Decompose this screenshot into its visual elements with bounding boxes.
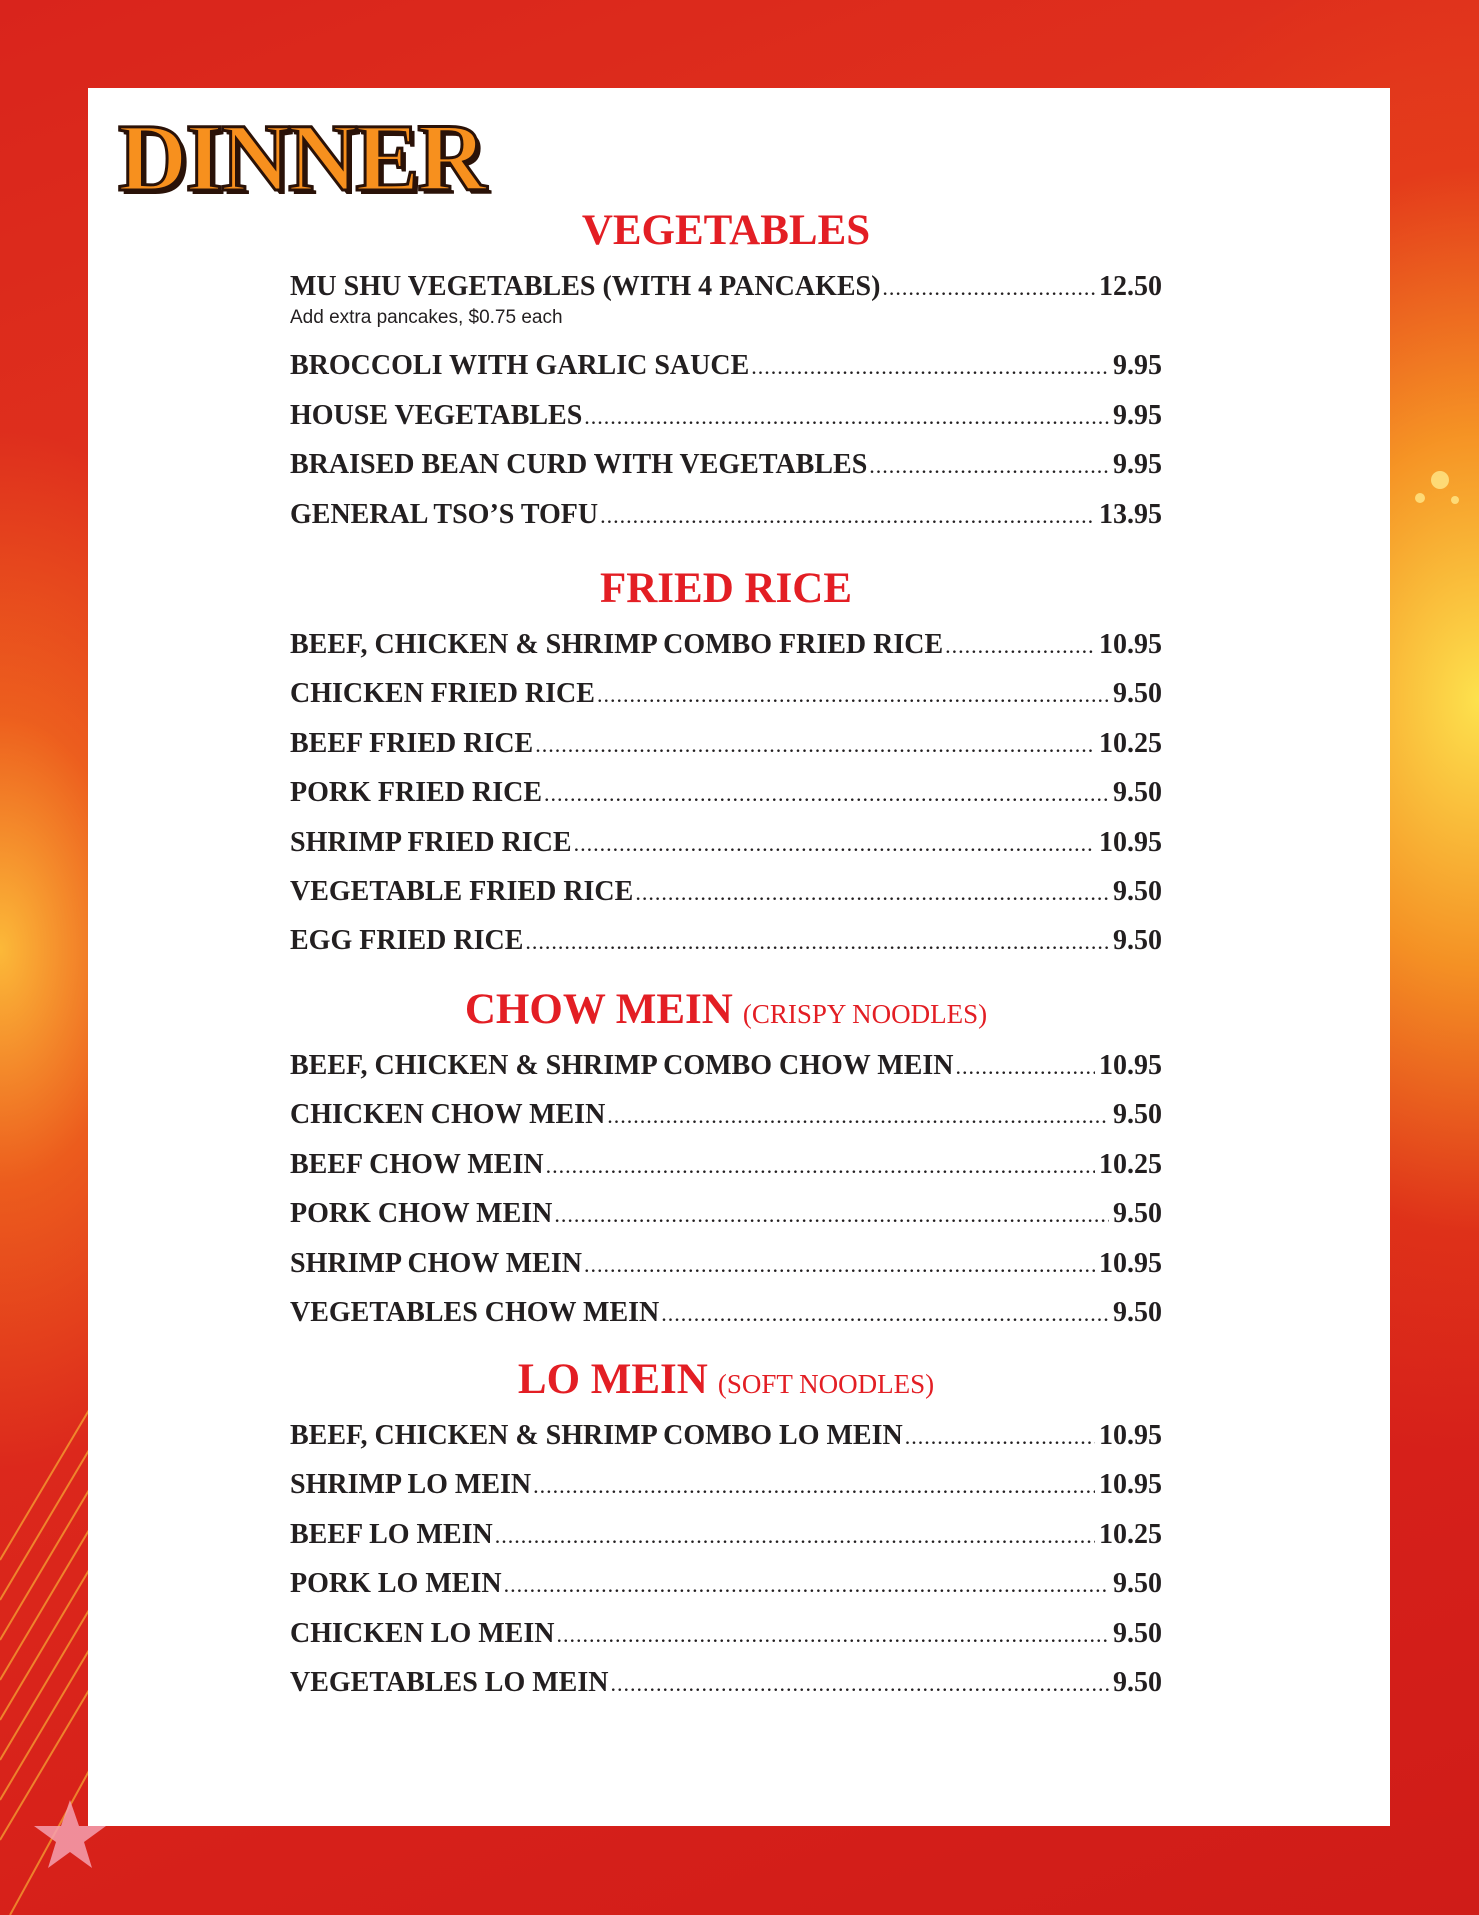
- dot-leader: [945, 621, 1095, 670]
- menu-item-name: BRAISED BEAN CURD WITH VEGETABLES: [290, 449, 868, 481]
- dot-leader: [607, 1091, 1109, 1140]
- menu-item: [290, 341, 1162, 390]
- section-heading: [290, 203, 1162, 259]
- dot-leader: [635, 868, 1109, 917]
- dot-leader: [882, 263, 1095, 312]
- menu-item-price: 9.50: [1113, 777, 1162, 809]
- menu-item: [290, 1189, 1162, 1238]
- dot-leader: [584, 392, 1109, 441]
- menu-item-price: 10.95: [1099, 1050, 1162, 1081]
- menu-item-name: BEEF, CHICKEN & SHRIMP COMBO FRIED RICE: [290, 629, 944, 660]
- menu-item-name: HOUSE VEGETABLES: [290, 399, 583, 431]
- menu-item-name: PORK LO MEIN: [290, 1568, 502, 1600]
- dot-leader: [597, 670, 1109, 719]
- menu-item-price: 12.50: [1099, 271, 1162, 302]
- menu-item: [290, 490, 1162, 539]
- section-heading: [290, 561, 1162, 617]
- menu-item-name: BEEF CHOW MEIN: [290, 1148, 544, 1180]
- menu-section: [290, 561, 1162, 966]
- menu-item-price: 9.50: [1113, 678, 1162, 710]
- menu-item-price: 9.50: [1113, 1198, 1162, 1230]
- dot-leader: [504, 1560, 1109, 1609]
- section-heading-text: FRIED RICE: [599, 565, 853, 612]
- menu-item-price: 13.95: [1099, 498, 1162, 530]
- dot-leader: [574, 819, 1095, 868]
- menu-item-price: 9.50: [1113, 1099, 1162, 1131]
- menu-item-name: BEEF, CHICKEN & SHRIMP COMBO CHOW MEIN: [290, 1050, 954, 1081]
- dot-leader: [556, 1610, 1109, 1659]
- menu-item-name: CHICKEN LO MEIN: [290, 1617, 555, 1649]
- section-subheading: (CRISPY NOODLES): [742, 999, 988, 1029]
- menu-item: [290, 1288, 1162, 1337]
- menu-item: [290, 1559, 1162, 1608]
- menu-item: [290, 1239, 1162, 1288]
- menu-item: [290, 768, 1162, 817]
- section-subheading: (SOFT NOODLES): [717, 1369, 935, 1399]
- menu-item-name: BEEF, CHICKEN & SHRIMP COMBO LO MEIN: [290, 1420, 903, 1451]
- dot-leader: [554, 1190, 1109, 1239]
- dot-leader: [533, 1461, 1095, 1510]
- dot-leader: [525, 917, 1109, 966]
- menu-item-name: EGG FRIED RICE: [290, 925, 524, 957]
- menu-item-price: 10.95: [1099, 826, 1162, 858]
- menu-section: [290, 1352, 1162, 1707]
- menu-item-name: MU SHU VEGETABLES (WITH 4 PANCAKES): [290, 271, 881, 302]
- menu-item-note: Add extra pancakes, $0.75 each: [290, 307, 563, 329]
- menu-item: [290, 440, 1162, 489]
- menu-item-name: CHICKEN CHOW MEIN: [290, 1099, 606, 1131]
- menu-item-price: 10.95: [1099, 1247, 1162, 1279]
- menu-item-name: SHRIMP CHOW MEIN: [290, 1247, 582, 1279]
- menu-item: [290, 1041, 1162, 1090]
- menu-item-name: GENERAL TSO’S TOFU: [290, 498, 599, 530]
- dot-leader: [869, 441, 1109, 490]
- menu-item: [290, 391, 1162, 440]
- menu-item-price: 9.50: [1113, 1666, 1162, 1698]
- dot-leader: [544, 769, 1109, 818]
- menu-item-price: 9.95: [1113, 399, 1162, 431]
- menu-item: [290, 620, 1162, 669]
- menu-item-price: 10.25: [1099, 1148, 1162, 1180]
- menu-item-price: 10.25: [1099, 727, 1162, 759]
- dot-leader: [751, 342, 1109, 391]
- section-heading-text: CHOW MEIN: [464, 986, 733, 1033]
- menu-item-price: 9.50: [1113, 925, 1162, 957]
- menu-item: [290, 669, 1162, 718]
- menu-item: [290, 1090, 1162, 1139]
- page-title: DINNER: [118, 104, 485, 211]
- menu-item-price: 10.95: [1099, 1469, 1162, 1501]
- menu-item-name: PORK CHOW MEIN: [290, 1198, 553, 1230]
- menu-item-price: 10.95: [1099, 629, 1162, 660]
- menu-item-price: 9.95: [1113, 350, 1162, 382]
- menu-item: [290, 719, 1162, 768]
- menu-item-name: BEEF LO MEIN: [290, 1518, 493, 1550]
- dot-leader: [956, 1042, 1095, 1091]
- menu-item-name: VEGETABLES CHOW MEIN: [290, 1296, 660, 1328]
- menu-item-name: SHRIMP LO MEIN: [290, 1469, 532, 1501]
- menu-item: [290, 916, 1162, 965]
- menu-item: [290, 1140, 1162, 1189]
- section-heading-text: VEGETABLES: [581, 207, 871, 254]
- menu-item: [290, 1460, 1162, 1509]
- menu-item-name: VEGETABLES LO MEIN: [290, 1666, 609, 1698]
- menu-item-price: 9.50: [1113, 1617, 1162, 1649]
- section-heading-text: LO MEIN: [517, 1356, 708, 1403]
- dot-leader: [905, 1412, 1095, 1461]
- menu-item-name: PORK FRIED RICE: [290, 777, 543, 809]
- menu-item-name: BROCCOLI WITH GARLIC SAUCE: [290, 350, 750, 382]
- menu-item-price: 10.95: [1099, 1420, 1162, 1451]
- menu-item: [290, 1411, 1162, 1460]
- menu-item: [290, 818, 1162, 867]
- dot-leader: [584, 1240, 1095, 1289]
- menu-item-name: CHICKEN FRIED RICE: [290, 678, 595, 710]
- menu-item-price: 9.50: [1113, 1296, 1162, 1328]
- menu-item-price: 9.50: [1113, 875, 1162, 907]
- menu-item-price: 10.25: [1099, 1518, 1162, 1550]
- menu-item: [290, 867, 1162, 916]
- dot-leader: [600, 491, 1095, 540]
- menu-item: [290, 1510, 1162, 1559]
- menu-item: [290, 262, 1162, 311]
- menu-item-name: VEGETABLE FRIED RICE: [290, 875, 634, 907]
- section-heading: [290, 982, 1162, 1038]
- dot-leader: [535, 720, 1095, 769]
- dot-leader: [546, 1141, 1095, 1190]
- menu-item: [290, 1609, 1162, 1658]
- menu-item-price: 9.95: [1113, 449, 1162, 481]
- dot-leader: [661, 1289, 1109, 1338]
- menu-item-name: BEEF FRIED RICE: [290, 727, 534, 759]
- menu-section: [290, 982, 1162, 1337]
- menu-item-price: 9.50: [1113, 1568, 1162, 1600]
- menu-section: [290, 203, 1162, 539]
- menu-item-name: SHRIMP FRIED RICE: [290, 826, 572, 858]
- dot-leader: [495, 1511, 1095, 1560]
- dot-leader: [610, 1659, 1109, 1708]
- menu-item: [290, 1658, 1162, 1707]
- section-heading: [290, 1352, 1162, 1408]
